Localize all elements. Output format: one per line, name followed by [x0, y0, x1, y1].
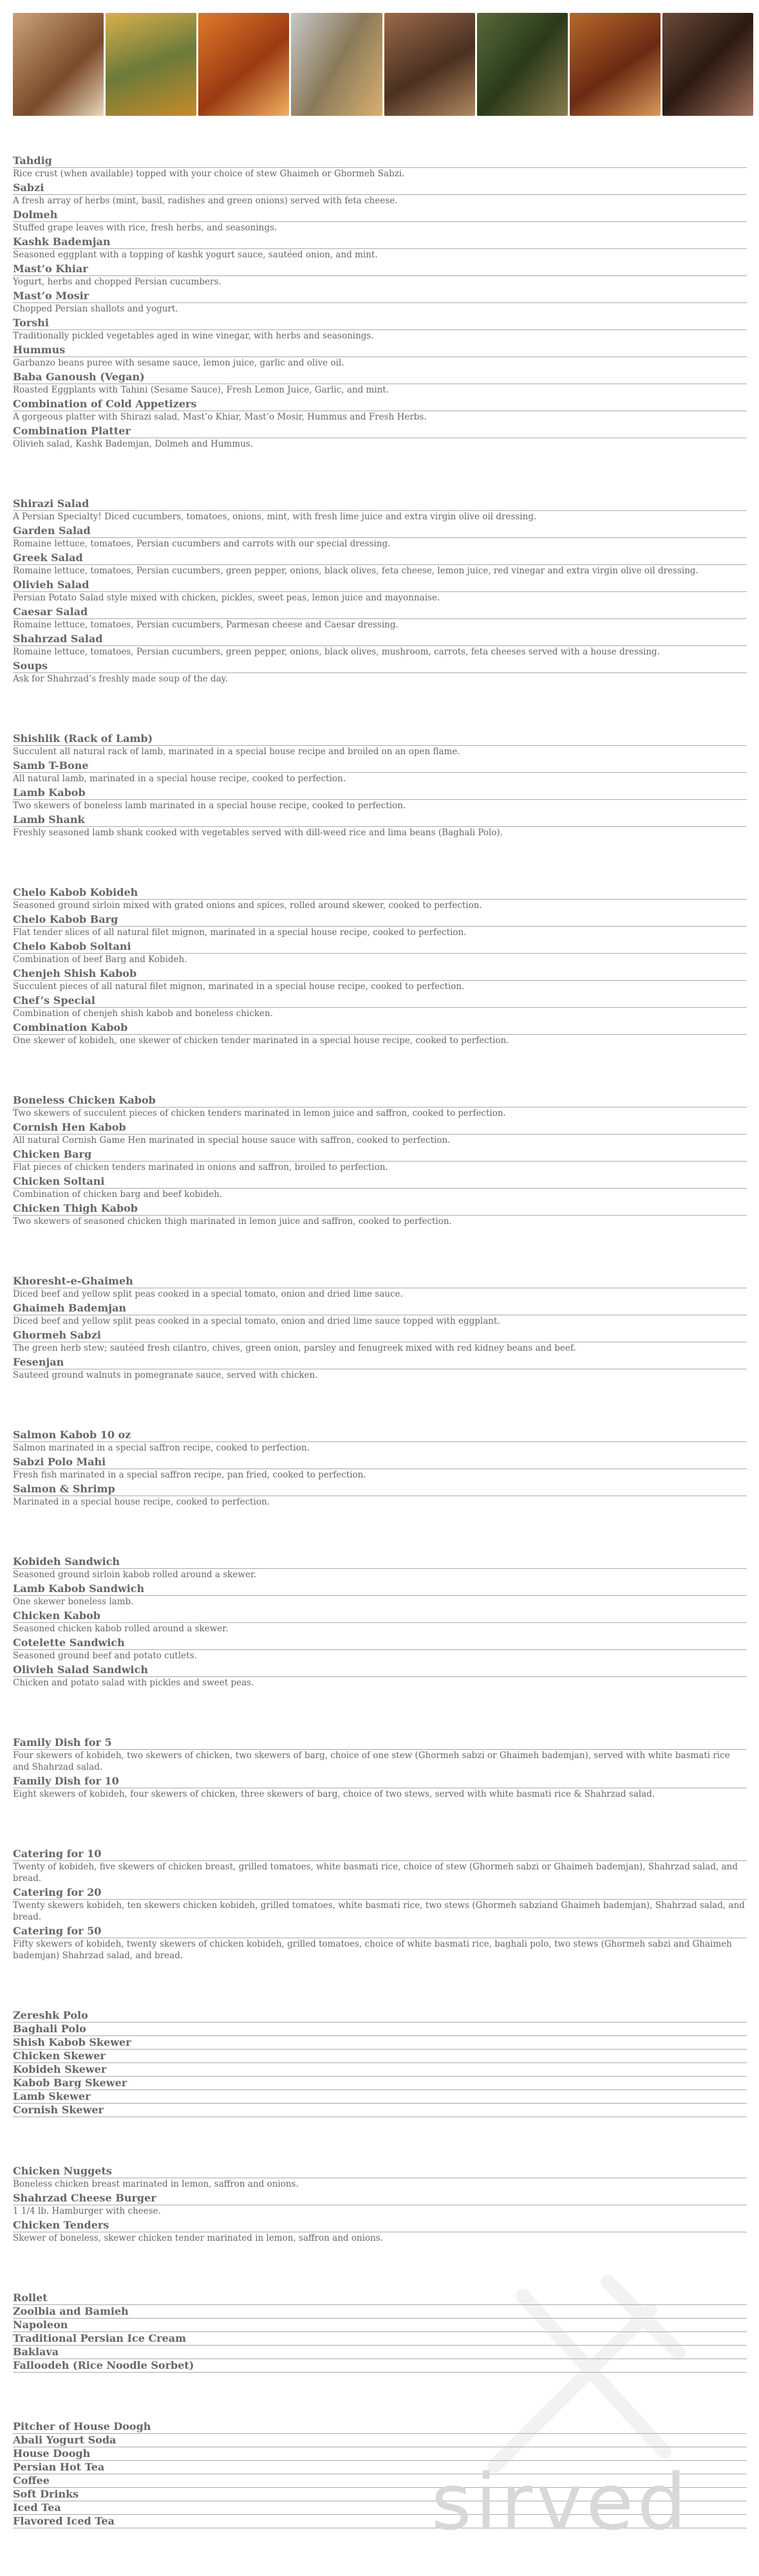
item-description: A Persian Specialty! Diced cucumbers, tomatoes, onions, mint, with fresh lime juice and extra virgin olive oil dressing. [13, 512, 537, 522]
menu-item [13, 1148, 747, 1173]
item-name: Cornish Skewer [13, 2104, 747, 2117]
item-description: Seasoned eggplant with a topping of kashk yogurt sauce, sautéed onion, and mint. [13, 250, 378, 260]
menu-item [13, 1329, 747, 1354]
item-name: Boneless Chicken Kabob [13, 1094, 747, 1107]
item-description: Seasoned ground beef and potato cutlets. [13, 1651, 197, 1661]
item-description: Twenty skewers kobideh, ten skewers chicken kobideh, grilled tomatoes, white basmati rice, two stews (Ghormeh sabziand Ghaimeh bademjan), Shahrzad salad, and bread. [13, 1900, 745, 1922]
menu-item [13, 1356, 747, 1381]
item-name: Sabzi Polo Mahi [13, 1456, 747, 1469]
menu-item [13, 1302, 747, 1327]
item-name: Lamb Skewer [13, 2090, 747, 2104]
menu-item [13, 579, 747, 604]
item-description: Sauteed ground walnuts in pomegranate sauce, served with chicken. [13, 1370, 318, 1380]
food-photo [384, 13, 475, 116]
item-name: Shish Kabob Skewer [13, 2036, 747, 2050]
menu-item [13, 236, 747, 261]
item-name: Iced Tea [13, 2501, 747, 2515]
item-name: Torshi [13, 317, 747, 330]
item-name: Baba Ganoush (Vegan) [13, 371, 747, 384]
item-name: Greek Salad [13, 551, 747, 565]
menu-item [13, 1848, 747, 1884]
item-description: Romaine lettuce, tomatoes, Persian cucumbers and carrots with our special dressing. [13, 539, 391, 549]
item-name: Chicken Soltani [13, 1175, 747, 1189]
item-name: Hummus [13, 344, 747, 357]
item-description: Combination of chenjeh shish kabob and boneless chicken. [13, 1008, 273, 1019]
item-description: Seasoned chicken kabob rolled around a skewer. [13, 1624, 229, 1634]
menu-item [13, 1275, 747, 1300]
menu-item [13, 633, 747, 658]
item-description: Chicken and potato salad with pickles and sweet peas. [13, 1678, 254, 1688]
menu-item [13, 2165, 747, 2190]
menu-item [13, 994, 747, 1019]
item-name: Chicken Skewer [13, 2050, 747, 2063]
menu-item [13, 1483, 747, 1508]
menu-section [13, 1275, 747, 1381]
menu-item [13, 1663, 747, 1689]
menu-item [13, 2192, 747, 2217]
item-name: Chicken Kabob [13, 1609, 747, 1623]
item-description: Succulent pieces of all natural filet mignon, marinated in a special house recipe, cooked to perfection. [13, 981, 465, 992]
menu-item [13, 2009, 747, 2023]
item-name: Cornish Hen Kabob [13, 1121, 747, 1135]
item-name: Ghaimeh Bademjan [13, 1302, 747, 1315]
menu-item [13, 1925, 747, 1961]
item-name: Baklava [13, 2346, 747, 2359]
item-description: Diced beef and yellow split peas cooked in a special tomato, onion and dried lime sauce topped with eggplant. [13, 1316, 500, 1326]
item-name: Combination Platter [13, 425, 747, 438]
menu-item [13, 2090, 747, 2104]
menu-section [13, 497, 747, 685]
menu-item [13, 2023, 747, 2036]
item-name: Lamb Kabob Sandwich [13, 1582, 747, 1596]
item-name: Shahrzad Cheese Burger [13, 2192, 747, 2205]
item-name: Dolmeh [13, 208, 747, 222]
item-name: Zereshk Polo [13, 2009, 747, 2023]
item-description: One skewer of kobideh, one skewer of chicken tender marinated in a special house recipe, cooked to perfection. [13, 1035, 509, 1046]
menu-item [13, 813, 747, 839]
item-name: Chelo Kabob Soltani [13, 940, 747, 954]
food-photo [13, 13, 104, 116]
menu-item [13, 2104, 747, 2117]
item-name: Flavored Iced Tea [13, 2515, 747, 2528]
item-description: Boneless chicken breast marinated in lemon, saffron and onions. [13, 2179, 299, 2189]
menu-item [13, 1202, 747, 1227]
item-description: Romaine lettuce, tomatoes, Persian cucumbers, Parmesan cheese and Caesar dressing. [13, 620, 398, 630]
item-name: Shahrzad Salad [13, 633, 747, 646]
menu-item [13, 154, 747, 180]
menu-item [13, 208, 747, 234]
item-name: Coffee [13, 2474, 747, 2488]
food-photo [570, 13, 661, 116]
item-description: Combination of beef Barg and Kobideh. [13, 954, 187, 965]
menu-item [13, 2077, 747, 2090]
item-name: Kobideh Sandwich [13, 1555, 747, 1569]
menu-item [13, 181, 747, 207]
item-name: Combination of Cold Appetizers [13, 398, 747, 411]
item-name: Cotelette Sandwich [13, 1636, 747, 1650]
menu-section [13, 2009, 747, 2117]
item-name: Rollet [13, 2292, 747, 2305]
item-description: All natural lamb, marinated in a special house recipe, cooked to perfection. [13, 774, 346, 784]
item-name: Combination Kabob [13, 1021, 747, 1035]
item-name: Chicken Barg [13, 1148, 747, 1162]
item-description: Freshly seasoned lamb shank cooked with vegetables served with dill-weed rice and lima beans (Baghali Polo). [13, 828, 503, 838]
menu-item [13, 1429, 747, 1454]
food-photo [662, 13, 753, 116]
item-description: Two skewers of seasoned chicken thigh marinated in lemon juice and saffron, cooked to perfection. [13, 1216, 452, 1227]
item-name: Traditional Persian Ice Cream [13, 2332, 747, 2346]
menu-item [13, 1555, 747, 1580]
item-description: Traditionally pickled vegetables aged in wine vinegar, with herbs and seasonings. [13, 331, 374, 341]
item-description: Stuffed grape leaves with rice, fresh herbs, and seasonings. [13, 223, 277, 233]
item-description: Rice crust (when available) topped with your choice of stew Ghaimeh or Ghormeh Sabzi. [13, 169, 405, 179]
item-name: Chef’s Special [13, 994, 747, 1008]
menu-item [13, 786, 747, 811]
item-description: Marinated in a special house recipe, cooked to perfection. [13, 1497, 270, 1507]
item-name: Tahdig [13, 154, 747, 168]
item-name: Samb T-Bone [13, 759, 747, 773]
item-name: Catering for 10 [13, 1848, 747, 1861]
menu-section [13, 1555, 747, 1689]
menu-section [13, 1429, 747, 1508]
food-photo [477, 13, 568, 116]
menu-section [13, 154, 747, 450]
menu-item [13, 1636, 747, 1662]
item-name: Chicken Thigh Kabob [13, 1202, 747, 1216]
menu-item [13, 1021, 747, 1046]
menu-item [13, 371, 747, 396]
item-name: Olivieh Salad [13, 579, 747, 592]
item-description: All natural Cornish Game Hen marinated in special house sauce with saffron, cooked to perfection. [13, 1135, 451, 1145]
menu-list [13, 154, 747, 2576]
menu-item [13, 1456, 747, 1481]
item-description: Seasoned ground sirloin kabob rolled around a skewer. [13, 1570, 257, 1580]
menu-item [13, 732, 747, 757]
menu-item [13, 913, 747, 938]
item-name: Chelo Kabob Barg [13, 913, 747, 927]
item-name: Fesenjan [13, 1356, 747, 1369]
item-name: Abali Yogurt Soda [13, 2434, 747, 2447]
item-description: Seasoned ground sirloin mixed with grated onions and spices, rolled around skewer, cooked to perfection. [13, 900, 482, 911]
item-description: 1 1/4 lb. Hamburger with cheese. [13, 2206, 161, 2216]
menu-section [13, 732, 747, 839]
item-description: Skewer of boneless, skewer chicken tender marinated in lemon, saffron and onions. [13, 2233, 384, 2243]
item-name: Kobideh Skewer [13, 2063, 747, 2077]
menu-item [13, 2063, 747, 2077]
item-description: Four skewers of kobideh, two skewers of chicken, two skewers of barg, choice of one stew (Ghormeh sabzi or Ghaimeh bademjan), served with white basmati rice and Shahrzad salad. [13, 1750, 730, 1772]
menu-item [13, 398, 747, 423]
item-name: House Doogh [13, 2447, 747, 2461]
menu-item [13, 551, 747, 577]
item-name: Lamb Kabob [13, 786, 747, 800]
item-description: Romaine lettuce, tomatoes, Persian cucumbers, green pepper, onions, black olives, feta cheese, lemon juice, red vinegar and extra virgin olive oil dressing. [13, 566, 698, 576]
menu-item [13, 1094, 747, 1119]
item-name: Chicken Tenders [13, 2219, 747, 2232]
item-name: Persian Hot Tea [13, 2461, 747, 2474]
menu-item [13, 263, 747, 288]
menu-item [13, 606, 747, 631]
item-description: Garbanzo beans puree with sesame sauce, lemon juice, garlic and olive oil. [13, 358, 344, 368]
item-name: Ghormeh Sabzi [13, 1329, 747, 1342]
item-description: Fifty skewers of kobideh, twenty skewers of chicken kobideh, grilled tomatoes, choice of white basmati rice, baghali polo, two stews (Ghormeh sabzi and Ghaimeh bademjan) Shahrzad salad, and bread. [13, 1939, 732, 1961]
menu-item [13, 2036, 747, 2050]
menu-item [13, 1582, 747, 1608]
menu-item [13, 1736, 747, 1773]
food-photo [198, 13, 289, 116]
item-name: Chicken Nuggets [13, 2165, 747, 2178]
item-name: Falloodeh (Rice Noodle Sorbet) [13, 2359, 747, 2373]
menu-item [13, 660, 747, 685]
menu-item [13, 886, 747, 911]
photo-banner [13, 13, 753, 116]
item-name: Kashk Bademjan [13, 236, 747, 249]
item-description: Ask for Shahrzad’s freshly made soup of the day. [13, 674, 228, 684]
item-description: Diced beef and yellow split peas cooked in a special tomato, onion and dried lime sauce. [13, 1289, 403, 1299]
item-description: Combination of chicken barg and beef kobideh. [13, 1189, 223, 1200]
item-description: The green herb stew; sautéed fresh cilantro, chives, green onion, parsley and fenugreek mixed with red kidney beans and beef. [13, 1343, 576, 1353]
item-description: A gorgeous platter with Shirazi salad, Mast’o Khiar, Mast’o Mosir, Hummus and Fresh Herbs. [13, 412, 427, 422]
menu-section [13, 886, 747, 1046]
item-name: Family Dish for 10 [13, 1775, 747, 1788]
item-description: Olivieh salad, Kashk Bademjan, Dolmeh and Hummus. [13, 439, 254, 449]
menu-item [13, 940, 747, 965]
item-description: Twenty of kobideh, five skewers of chicken breast, grilled tomatoes, white basmati rice, choice of stew (Ghormeh sabzi or Ghaimeh bademjan), Shahrzad salad, and bread. [13, 1862, 738, 1884]
item-description: Eight skewers of kobideh, four skewers of chicken, three skewers of barg, choice of two stews, served with white basmati rice & Shahrzad salad. [13, 1789, 655, 1799]
menu-item [13, 1609, 747, 1635]
item-name: Soups [13, 660, 747, 673]
item-name: Khoresht-e-Ghaimeh [13, 1275, 747, 1288]
menu-item [13, 1775, 747, 1800]
item-description: Roasted Eggplants with Tahini (Sesame Sauce), Fresh Lemon Juice, Garlic, and mint. [13, 385, 389, 395]
item-name: Zoolbia and Bamieh [13, 2305, 747, 2319]
item-name: Kabob Barg Skewer [13, 2077, 747, 2090]
item-name: Chelo Kabob Kobideh [13, 886, 747, 900]
item-name: Olivieh Salad Sandwich [13, 1663, 747, 1677]
food-photo [106, 13, 196, 116]
item-name: Shishlik (Rack of Lamb) [13, 732, 747, 746]
menu-item [13, 425, 747, 450]
item-description: Chopped Persian shallots and yogurt. [13, 304, 178, 314]
item-description: Flat pieces of chicken tenders marinated in onions and saffron, broiled to perfection. [13, 1162, 388, 1172]
menu-section [13, 1848, 747, 1961]
item-name: Garden Salad [13, 524, 747, 538]
item-name: Pitcher of House Doogh [13, 2420, 747, 2434]
menu-item [13, 759, 747, 784]
food-photo [291, 13, 382, 116]
menu-section [13, 1094, 747, 1227]
menu-item [13, 1175, 747, 1200]
item-description: Persian Potato Salad style mixed with chicken, pickles, sweet peas, lemon juice and mayonnaise. [13, 593, 440, 603]
item-name: Sabzi [13, 181, 747, 195]
menu-section [13, 1736, 747, 1800]
menu-item [13, 317, 747, 342]
menu-item [13, 290, 747, 315]
item-description: Yogurt, herbs and chopped Persian cucumbers. [13, 277, 221, 287]
item-name: Caesar Salad [13, 606, 747, 619]
item-name: Shirazi Salad [13, 497, 747, 511]
item-name: Catering for 50 [13, 1925, 747, 1938]
item-name: Family Dish for 5 [13, 1736, 747, 1750]
menu-item [13, 497, 747, 523]
item-description: Fresh fish marinated in a special saffron recipe, pan fried, cooked to perfection. [13, 1470, 366, 1480]
item-description: One skewer boneless lamb. [13, 1597, 134, 1607]
item-description: Romaine lettuce, tomatoes, Persian cucumbers, green pepper, onions, black olives, mushroom, carrots, feta cheeses served with a house dressing. [13, 647, 660, 657]
menu-item [13, 524, 747, 550]
menu-section [13, 2165, 747, 2244]
item-description: Two skewers of boneless lamb marinated in a special house recipe, cooked to perfection. [13, 801, 406, 811]
item-name: Baghali Polo [13, 2023, 747, 2036]
item-description: Succulent all natural rack of lamb, marinated in a special house recipe and broiled on an open flame. [13, 746, 460, 757]
item-description: A fresh array of herbs (mint, basil, radishes and green onions) served with feta cheese. [13, 196, 398, 206]
item-name: Chenjeh Shish Kabob [13, 967, 747, 981]
menu-item [13, 344, 747, 369]
menu-item [13, 1121, 747, 1146]
item-name: Mast’o Mosir [13, 290, 747, 303]
item-description: Flat tender slices of all natural filet mignon, marinated in a special house recipe, cooked to perfection. [13, 927, 467, 938]
menu-item [13, 1886, 747, 1923]
item-name: Soft Drinks [13, 2488, 747, 2501]
item-name: Catering for 20 [13, 1886, 747, 1900]
item-name: Salmon Kabob 10 oz [13, 1429, 747, 1442]
item-description: Salmon marinated in a special saffron recipe, cooked to perfection. [13, 1443, 310, 1453]
item-name: Napoleon [13, 2319, 747, 2332]
item-name: Lamb Shank [13, 813, 747, 827]
item-name: Mast’o Khiar [13, 263, 747, 276]
menu-item [13, 967, 747, 992]
menu-item [13, 2050, 747, 2063]
item-name: Salmon & Shrimp [13, 1483, 747, 1496]
watermark-text: sirved [431, 2458, 691, 2548]
item-description: Two skewers of succulent pieces of chicken tenders marinated in lemon juice and saffron, cooked to perfection. [13, 1108, 506, 1118]
